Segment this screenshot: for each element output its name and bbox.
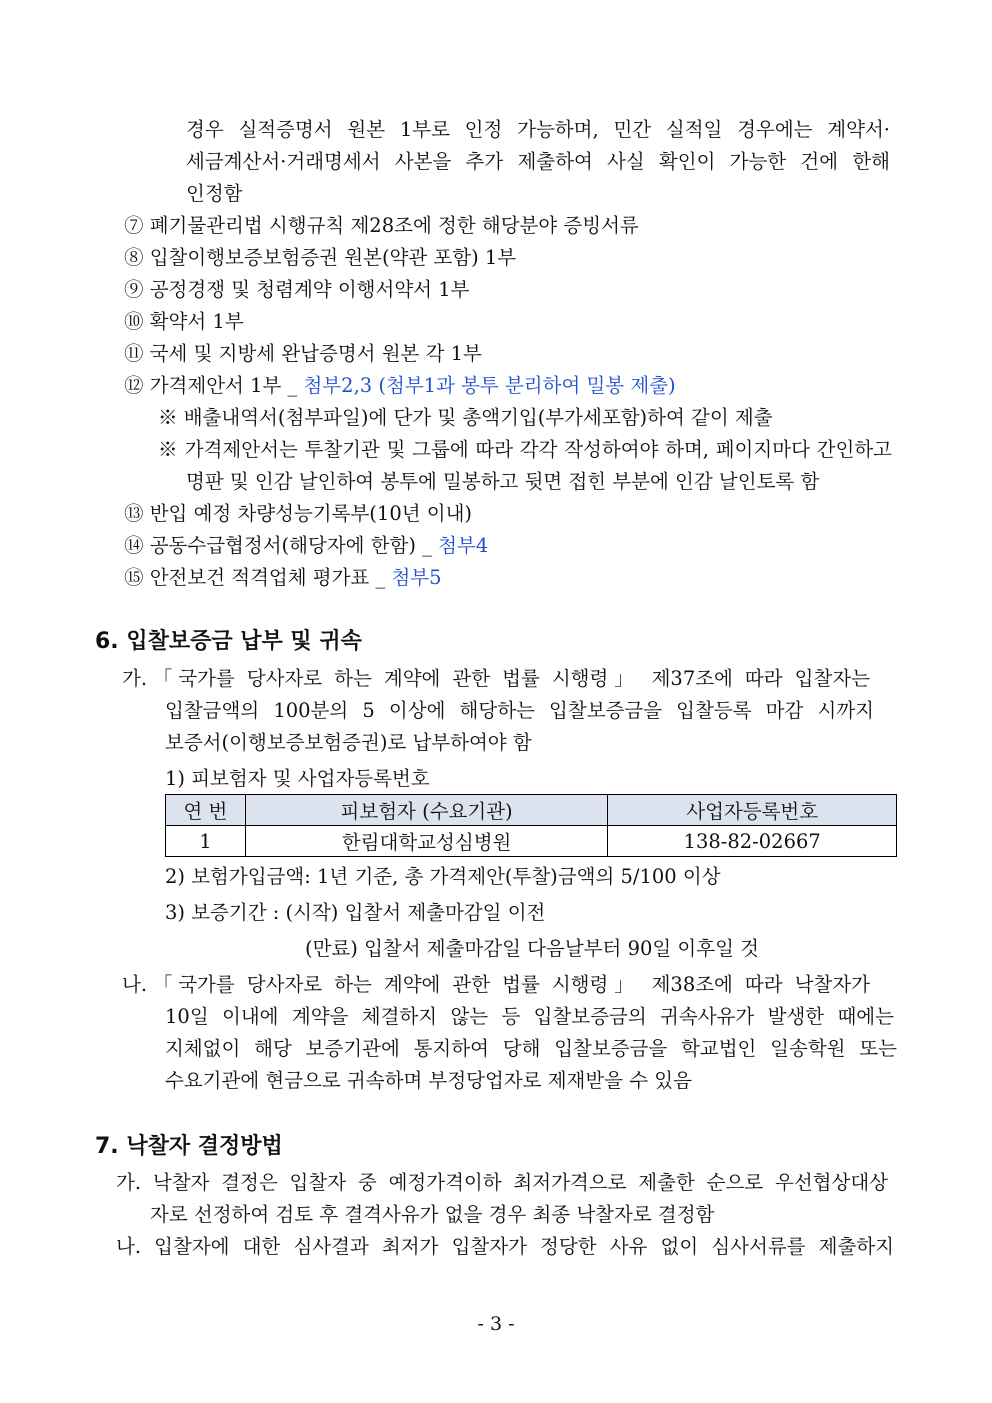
body-text-line: 입찰금액의 100분의 5 이상에 해당하는 입찰보증금을 입찰등록 마감 시까지	[165, 699, 874, 722]
list-item-8: ⑧ 입찰이행보증보험증권 원본(약관 포함) 1부	[124, 246, 517, 269]
list-item-12-text: ⑫ 가격제안서 1부 _	[124, 374, 304, 397]
list-item-9: ⑨ 공정경쟁 및 청렴계약 이행서약서 1부	[124, 278, 470, 301]
list-item-14-text: ⑭ 공동수급협정서(해당자에 한함) _	[124, 534, 439, 557]
body-text-line: 가.「국가를 당사자로 하는 계약에 관한 법률 시행령」 제37조에 따라 입찰자는	[122, 667, 870, 690]
page-number: - 3 -	[477, 1313, 515, 1335]
table-cell: 138-82-02667	[608, 826, 897, 857]
insured-table	[165, 794, 897, 857]
column-header: 사업자등록번호	[608, 795, 897, 826]
section-heading-7: 7. 낙찰자 결정방법	[95, 1134, 283, 1159]
column-header: 연 번	[166, 795, 246, 826]
body-text-line: 인정함	[186, 182, 243, 205]
table-cell: 1	[166, 826, 246, 857]
body-text-line: 10일 이내에 계약을 체결하지 않는 등 입찰보증금의 귀속사유가 발생한 때에는	[165, 1005, 894, 1028]
table-header-row	[166, 795, 897, 826]
note-line: ※ 배출내역서(첨부파일)에 단가 및 총액기입(부가세포함)하여 같이 제출	[158, 406, 773, 429]
sub-item-3: 3) 보증기간 : (시작) 입찰서 제출마감일 이전	[165, 901, 546, 924]
note-line: ※ 가격제안서는 투찰기관 및 그룹에 따라 각각 작성하여야 하며, 페이지마다 간인하고	[158, 438, 892, 461]
list-item-10: ⑩ 확약서 1부	[124, 310, 244, 333]
body-text-line: 세금계산서·거래명세서 사본을 추가 제출하여 사실 확인이 가능한 건에 한해	[186, 150, 890, 173]
sub-item-2: 2) 보험가입금액: 1년 기준, 총 가격제안(투찰)금액의 5/100 이상	[165, 865, 721, 888]
section-heading-6: 6. 입찰보증금 납부 및 귀속	[95, 629, 362, 654]
note-line: 명판 및 인감 날인하여 봉투에 밀봉하고 뒷면 접힌 부분에 인감 날인토록 함	[186, 470, 820, 493]
body-text-line: 보증서(이행보증보험증권)로 납부하여야 함	[165, 731, 532, 754]
body-text-line: 수요기관에 현금으로 귀속하며 부정당업자로 제재받을 수 있음	[165, 1069, 692, 1092]
body-text-line: 나.「국가를 당사자로 하는 계약에 관한 법률 시행령」 제38조에 따라 낙찰자가	[122, 973, 870, 996]
body-text-line: 나. 입찰자에 대한 심사결과 최저가 입찰자가 정당한 사유 없이 심사서류를 제출하지	[116, 1235, 894, 1258]
table-row	[166, 826, 897, 857]
list-item-13: ⑬ 반입 예정 차량성능기록부(10년 이내)	[124, 502, 473, 525]
list-item-11: ⑪ 국세 및 지방세 완납증명서 원본 각 1부	[124, 342, 482, 365]
list-item-12	[124, 373, 676, 399]
body-text-line: 가. 낙찰자 결정은 입찰자 중 예정가격이하 최저가격으로 제출한 순으로 우선협상대상	[116, 1171, 888, 1194]
body-text-line: 자로 선정하여 검토 후 결격사유가 없을 경우 최종 낙찰자로 결정함	[150, 1203, 715, 1226]
table-cell: 한림대학교성심병원	[245, 826, 607, 857]
body-text-line: 지체없이 해당 보증기관에 통지하여 당해 입찰보증금을 학교법인 일송학원 또는	[165, 1037, 897, 1060]
list-item-15	[124, 565, 442, 591]
sub-item-1: 1) 피보험자 및 사업자등록번호	[165, 767, 430, 790]
list-item-14	[124, 533, 488, 559]
list-item-15-text: ⑮ 안전보건 적격업체 평가표 _	[124, 566, 392, 589]
attachment-reference: 첨부4	[438, 534, 489, 557]
list-item-7: ⑦ 폐기물관리법 시행규칙 제28조에 정한 해당분야 증빙서류	[124, 214, 639, 237]
column-header: 피보험자 (수요기관)	[245, 795, 607, 826]
sub-item-3-continued: (만료) 입찰서 제출마감일 다음날부터 90일 이후일 것	[305, 937, 759, 960]
attachment-reference: 첨부5	[391, 566, 442, 589]
attachment-reference: 첨부2,3 (첨부1과 봉투 분리하여 밀봉 제출)	[303, 374, 676, 397]
body-text-line: 경우 실적증명서 원본 1부로 인정 가능하며, 민간 실적일 경우에는 계약서·	[186, 118, 890, 141]
